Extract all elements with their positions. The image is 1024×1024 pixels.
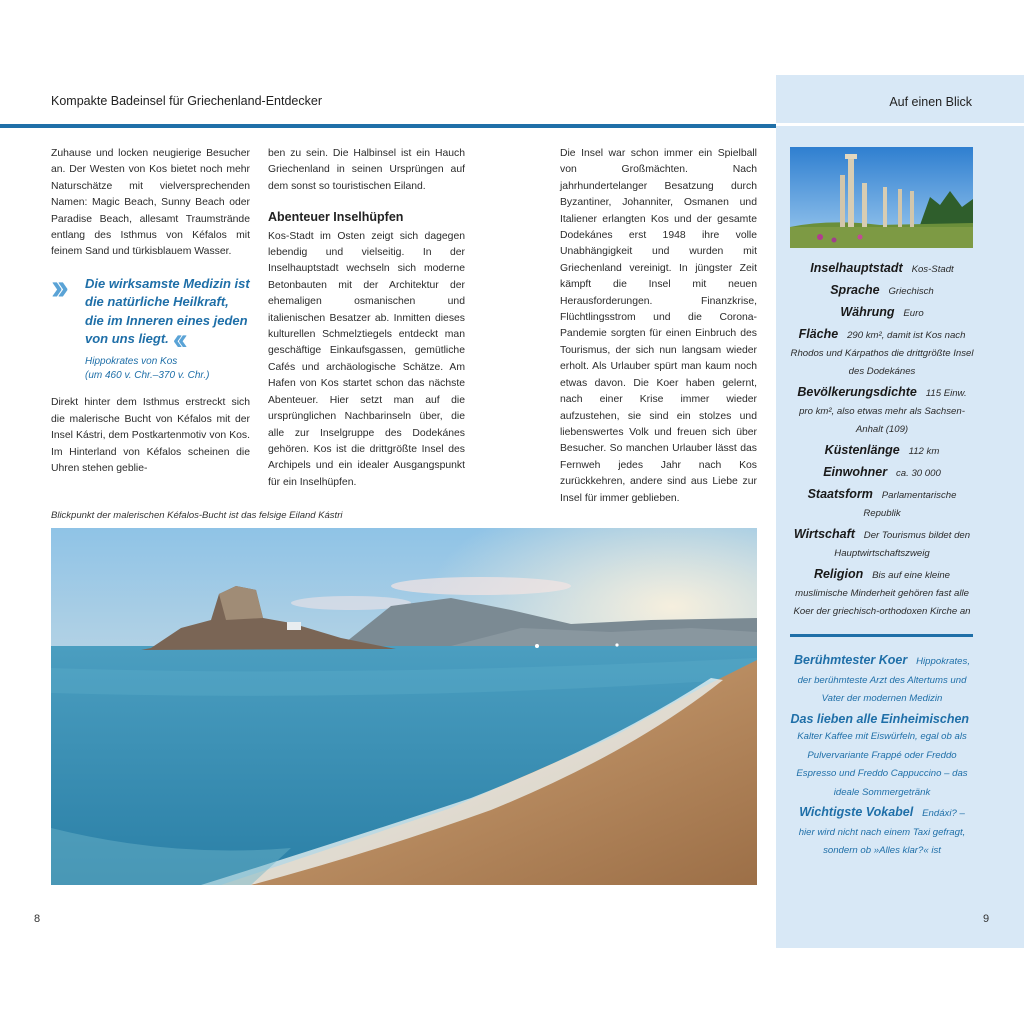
fact-key: Religion <box>813 567 864 581</box>
photo-caption: Blickpunkt der malerischen Kéfalos-Bucht ist das felsige Eiland Kástri <box>51 510 343 521</box>
quote-open-icon: ›› <box>51 265 63 307</box>
fact-key: Staatsform <box>807 487 873 501</box>
fact-item <box>790 442 974 460</box>
beach-photo <box>51 528 757 885</box>
fact-item <box>790 384 974 438</box>
fact-item <box>790 566 974 620</box>
fact-item <box>790 486 974 522</box>
fact-key: Inselhauptstadt <box>810 261 903 275</box>
header-rule <box>0 124 776 128</box>
sidebar-title: Auf einen Blick <box>889 95 972 109</box>
fact-key: Währung <box>840 305 895 319</box>
paragraph: Zuhause und locken neugierige Besucher an. Der Westen von Kos bietet noch mehr Naturschätze mit vielversprechenden Namen: Magic Beach, Sunny Beach oder Paradise Beach, allesamt Traumstrände entlang des Isthmus von Kéfalos mit feinem Sand und türkisblauem Wasser. <box>51 148 250 258</box>
extras-list <box>790 652 974 863</box>
text-column-1 <box>51 146 250 477</box>
paragraph: ben zu sein. Die Halbinsel ist ein Hauch Griechenland in seinen Ursprüngen auf dem sonst so touristischen Eiland. <box>268 148 465 192</box>
extra-item <box>790 652 974 708</box>
paragraph: Direkt hinter dem Isthmus erstreckt sich die malerische Bucht von Kéfalos mit der Insel Kástri, dem Postkartenmotiv von Kos. Im Hinterland von Kéfalos scheinen die Uhren stehen geblie- <box>51 397 250 474</box>
fact-key: Küstenlänge <box>824 443 900 457</box>
fact-value: 115 Einw. pro km², also etwas mehr als Sachsen-Anhalt (109) <box>799 388 967 435</box>
quote-source <box>85 355 250 383</box>
quote-source-name: Hippokrates von Kos <box>85 356 178 368</box>
page-title: Kompakte Badeinsel für Griechenland-Entdecker <box>51 94 322 108</box>
subheading: Abenteuer Inselhüpfen <box>268 210 404 225</box>
extra-key: Berühmtester Koer <box>794 653 908 667</box>
quote-text: Die wirksamste Medizin ist die natürliche Heilkraft, die im Inneren eines jeden von uns liegt. <box>85 275 250 347</box>
page-number-right: 9 <box>983 913 990 925</box>
fact-value: Griechisch <box>888 286 934 297</box>
sidebar-divider <box>790 634 973 637</box>
text-column-2 <box>268 146 465 491</box>
fact-value: Der Tourismus bildet den Hauptwirtschaftszweig <box>834 530 971 559</box>
fact-item <box>790 526 974 562</box>
paragraph: Kos-Stadt im Osten zeigt sich dagegen lebendig und vielseitig. In der Inselhauptstadt wechseln sich moderne Betonbauten mit der Architektur der ehemaligen osmanischen und italienischen Besatzer ab. Inmitten dieses kulturellen Schmelztiegels entdeckt man geschäftige Einkaufsgassen, gemütliche Cafés und archäologische Schätze. Am Hafen von Kos startet schon das nächste Abenteuer. Hier setzt man auf die ursprünglichen Nachbarinseln über, die alle zur Inselgruppe des Dodekánes gehören. Kos ist die drittgrößte Insel des Archipels und ein idealer Ausgangspunkt für ein Inselhüpfen. <box>268 230 465 488</box>
extra-item <box>790 804 974 860</box>
fact-item <box>790 326 974 380</box>
fact-key: Wirtschaft <box>793 527 855 541</box>
extra-item <box>790 711 974 802</box>
fact-item <box>790 304 974 322</box>
fact-key: Bevölkerungsdichte <box>797 385 917 399</box>
pull-quote <box>51 265 250 384</box>
quote-source-dates: (um 460 v. Chr.–370 v. Chr.) <box>85 370 210 382</box>
fact-key: Fläche <box>798 327 839 341</box>
fact-item <box>790 464 974 482</box>
facts-list <box>790 260 974 624</box>
fact-value: ca. 30 000 <box>895 468 941 479</box>
extra-key: Wichtigste Vokabel <box>799 805 914 819</box>
sidebar-divider <box>776 123 1024 126</box>
page-number-left: 8 <box>34 913 41 925</box>
fact-value: Parlamentarische Republik <box>863 490 957 519</box>
fact-value: Euro <box>903 308 924 319</box>
fact-item <box>790 282 974 300</box>
fact-value: 112 km <box>908 446 940 457</box>
extra-value: Kalter Kaffee mit Eiswürfeln, egal ob als Pulvervariante Frappé oder Freddo Espresso und Freddo Cappuccino – das ideale Sommergetränk <box>796 731 968 798</box>
text-column-3 <box>560 146 757 507</box>
paragraph: Die Insel war schon immer ein Spielball von Großmächten. Nach jahrhundertelanger Besatzung durch Byzantiner, Johanniter, Osmanen und Italiener erlangten Kos und der gesamte Dodekánes erst 1948 ihre volle Unabhängigkeit und wurden mit Griechenland vereinigt. In jüngster Zeit kämpft die Insel mit neuen Herausforderungen. Finanzkrise, Flüchtlingsstrom und die Corona-Pandemie sorgten für einen Einbruch des Tourismus, der sich nun langsam wieder erholt. Als Urlauber spürt man kaum noch etwas davon. Die Koer haben gelernt, nach einer Krise immer wieder aufzustehen, sie sind ein stolzes und liebenswertes Volk und freuen sich über Besucher. So manchen Urlauber lässt das Fernweh jedes Jahr nach Kos zurückkehren, andere sind aus Liebe zur Insel für immer geblieben. <box>560 148 757 504</box>
extra-value: Endáxi? – hier wird nicht nach einem Taxi gefragt, sondern ob »Alles klar?« ist <box>798 808 966 856</box>
fact-value: 290 km², damit ist Kos nach Rhodos und Kárpathos die drittgrößte Insel des Dodekánes <box>790 330 974 377</box>
fact-key: Sprache <box>830 283 880 297</box>
extra-key: Das lieben alle Einheimischen <box>790 711 970 726</box>
quote-close-icon: ‹‹ <box>172 323 183 357</box>
fact-value: Bis auf eine kleine muslimische Minderheit gehören fast alle Koer der griechisch-orthodoxen Kirche an <box>793 570 971 617</box>
extra-value: Hippokrates, der berühmteste Arzt des Altertums und Vater der modernen Medizin <box>797 656 970 704</box>
fact-key: Einwohner <box>823 465 888 479</box>
fact-value: Kos-Stadt <box>911 264 954 275</box>
ruins-photo <box>790 147 973 248</box>
fact-item <box>790 260 974 278</box>
